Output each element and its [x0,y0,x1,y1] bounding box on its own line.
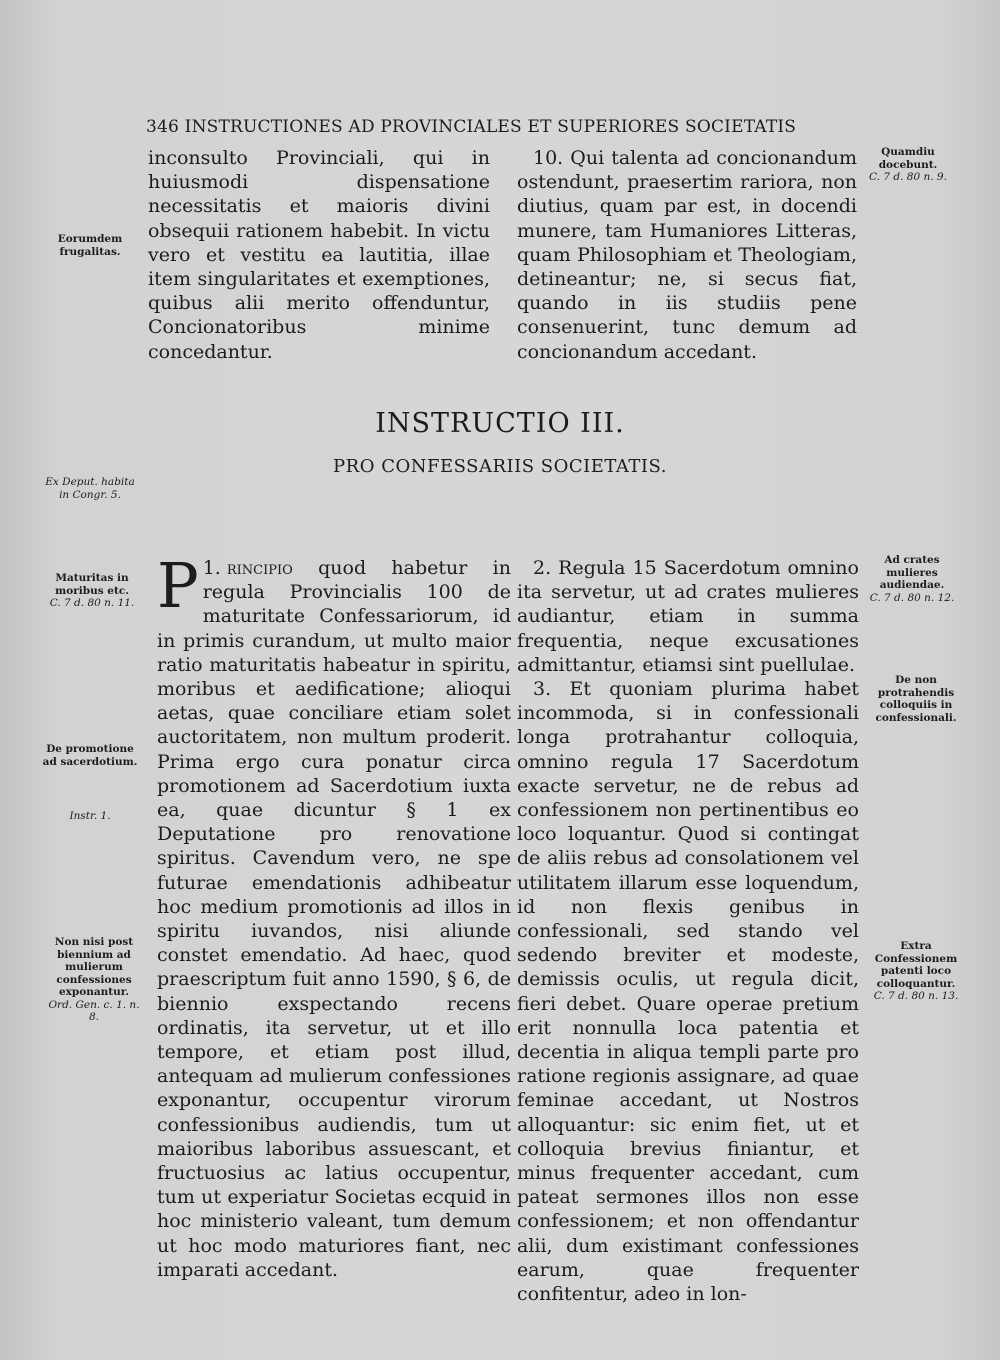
paragraph-text: quod habetur in regula Provincialis 100 de maturitate Confessariorum, id in primis curandum, ut multo maior ratio maturitatis habeatur in spiritu, moribus et aedificatione; alioqui aetas, quae conciliare etiam solet auctoritatem, non multum proderit. Prima ergo cura ponatur circa promotionem ad Sacerdotium iuxta ea, quae dicuntur § 1 ex Deputatione pro renovatione spiritus. Cavendum vero, ne spe futurae emendationis adhibeatur hoc medium promotionis ad illos in spiritu iuvandos, nisi aliunde constet emendatio. Ad haec, quod praescriptum fuit anno 1590, § 6, de biennio exspectando recens ordinatis, ita servetur, ut et illo tempore, et etiam post illud, antequam ad mulierum confessiones exponantur, occupentur virorum confessionibus audiendis, tum ut maioribus laboribus assuescant, et fructuosius ac latius occupentur, tum ut experiatur Societas ecquid in hoc ministerio valeant, tum demum ut hoc modo maturiores fiant, nec imparati accedant. [157,557,511,1281]
paragraph-number: 1. [202,557,221,579]
margin-note-frugalitas [40,233,140,258]
note-ref: Instr. 1. [69,810,111,822]
note-ref: C. 7 d. 80 n. 12. [869,591,955,604]
note-text: Eorumdem frugalitas. [57,233,123,258]
column-top-right [517,146,857,364]
paragraph-3: 3. Et quoniam plurima habet incommoda, si in confessionali longa protrahantur colloquia, omnino regula 17 Sacerdotum exacte servetur, ne de rebus ad confessionem non pertinentibus eo loco loquantur. Quod si contingat de aliis rebus ad consolationem vel utilitatem illarum esse loquendum, id non flexis genibus in confessionali, sed stando vel sedendo breviter et modeste, demissis oculis, ut regula dicit, fieri debet. Quare operae pretium erit nonnulla loca patentia et decentia in aliqua templi parte pro ratione regionis assignare, ad quae feminae accedant, ut Nostros alloquantur: sic enim fiet, ut et colloquia brevius finiantur, et minus frequenter accedant, cum pateat sermones illos non esse confessionem; et non offendantur alii, dum existimant confessiones earum, quae frequenter confitentur, adeo in lon- [517,678,859,1306]
column-bottom-left [157,549,511,1282]
margin-note-ex-deput [40,476,140,501]
section-subtitle: PRO CONFESSARIIS SOCIETATIS. [333,456,667,477]
margin-note-non-nisi [44,936,144,1024]
paragraph-1 [157,549,511,1282]
note-ref: Ord. Gen. c. 1. n. 8. [48,998,140,1023]
note-ref: C. 7 d. 80 n. 13. [873,990,959,1002]
running-header: 346 INSTRUCTIONES AD PROVINCIALES ET SUPERIORES SOCIETATIS [146,117,797,137]
margin-note-promotione [40,743,140,768]
note-text: De non protrahendis colloquiis in confessionali. [875,674,957,724]
note-text: Ad crates mulieres audiendae. [879,554,945,591]
margin-note-quamdiu [858,146,958,184]
note-text: Maturitas in moribus etc. [55,572,129,597]
column-top-left [148,146,490,364]
note-text: Non nisi post biennium ad mulierum confessiones exponantur. [54,936,134,998]
column-bottom-right [517,556,859,1306]
paragraph-10: 10. Qui talenta ad concionandum ostendunt, praesertim rariora, non diutius, quam par est, in docendi munere, tam Humaniores Litteras, quam Philosophiam et Theologiam, detineantur; ne, si secus fiat, quando in iis studiis pene consenuerint, tunc demum ad concionandum accedant. [517,147,857,363]
note-text: Quamdiu docebunt. [878,146,938,171]
margin-note-instr [40,810,140,823]
drop-cap: P [157,549,199,622]
note-text: Ex Deput. habita in Congr. 5. [45,476,135,501]
margin-note-maturitas [42,572,142,610]
note-text: De promotione ad sacerdotium. [42,743,138,768]
note-ref: C. 7 d. 80 n. 9. [869,171,947,183]
paragraph-2: 2. Regula 15 Sacerdotum omnino ita servetur, ut ad crates mulieres audiantur, etiam in summa frequentia, neque excusationes admittantur, etiamsi sint puellulae. [517,557,859,676]
note-ref: C. 7 d. 80 n. 11. [49,597,135,609]
paragraph: inconsulto Provinciali, qui in huiusmodi dispensatione necessitatis et maioris divini obsequii rationem habebit. In victu vero et vestitu ea lautitia, illae item singularitates et exemptiones, quibus alii merito offenduntur, Concionatoribus minime concedantur. [148,147,490,363]
margin-note-crates [862,554,962,604]
note-text: Extra Confessionem patenti loco colloquantur. [874,940,958,990]
section-title: INSTRUCTIO III. [375,408,625,439]
margin-note-non-protrahendis [868,674,964,724]
margin-note-extra [866,940,966,1003]
lead-word: rincipio [226,557,293,579]
